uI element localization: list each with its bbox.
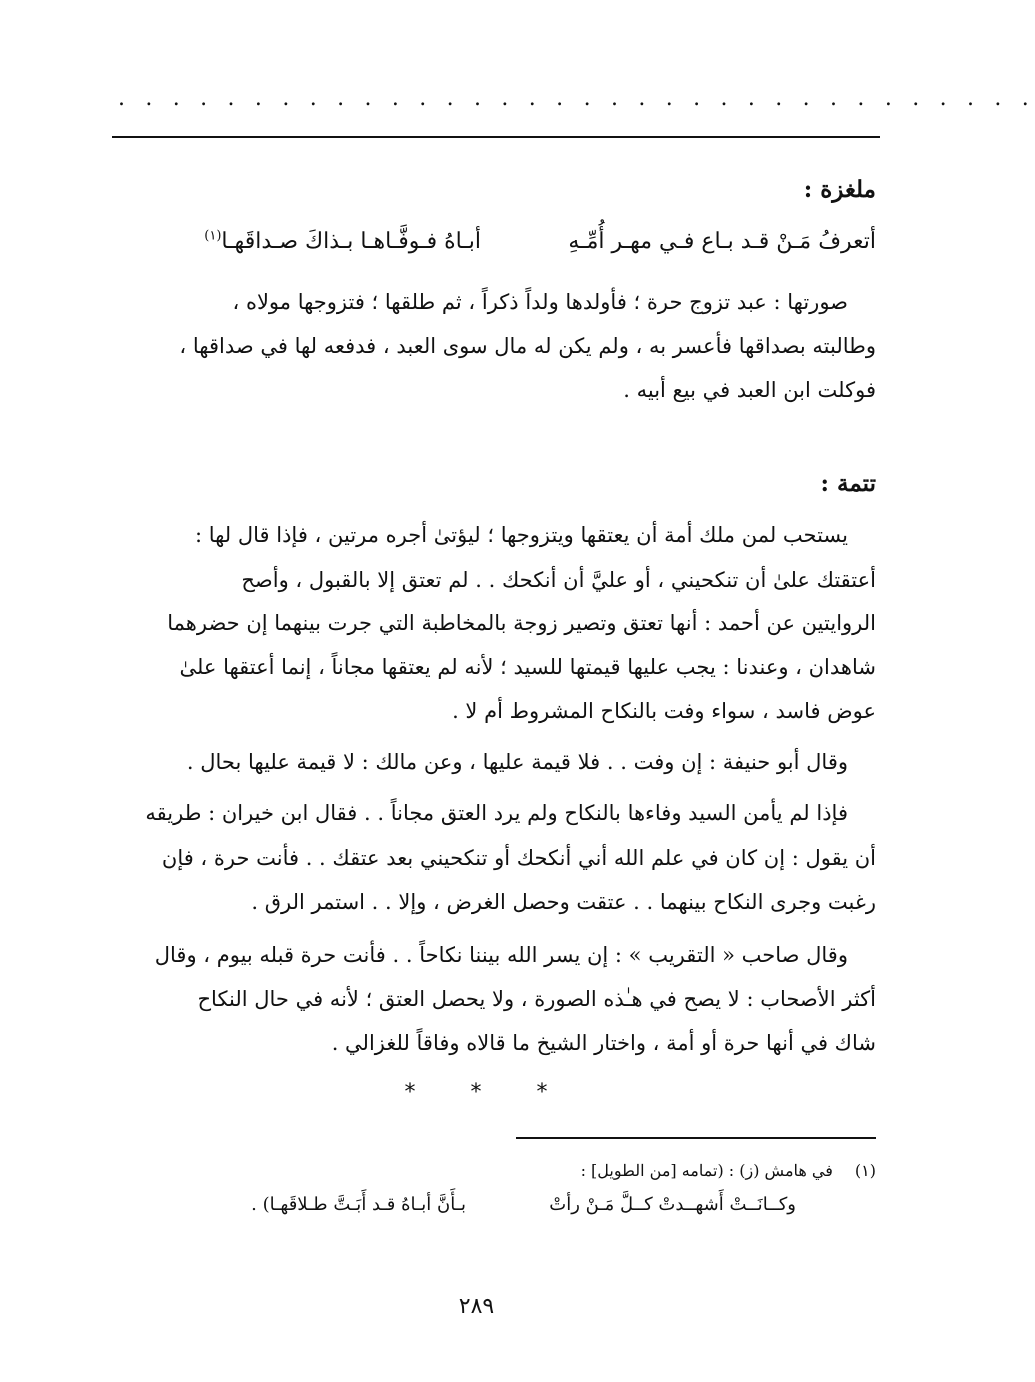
para1-line-1: يستحب لمن ملك أمة أن يعتقها ويتزوجها ؛ ليؤتىٰ أجره مرتين ، فإذا قال لها :: [194, 523, 848, 547]
para3-line-1: فإذا لم يأمن السيد وفاءها بالنكاح ولم يرد العتق مجاناً . . فقال ابن خيران : طريقه: [145, 801, 848, 825]
footnote-verse-second-half: بـأَنَّ أبـاهُ قـد أَبَـتَّ طـلاقَهـا) .: [251, 1194, 466, 1215]
riddle-line-3: فوكلت ابن العبد في بيع أبيه .: [623, 378, 876, 402]
para4-line-1: وقال صاحب « التقريب » : إن يسر الله بيننا نكاحاً . . فأنت حرة قبله بيوم ، وقال: [154, 943, 848, 967]
riddle-heading: ملغزة :: [803, 176, 876, 203]
header-rule: [112, 136, 880, 138]
header-dotted-line: . . . . . . . . . . . . . . . . . . . . . . . . . . . . . . . . . .: [118, 86, 1035, 111]
footnote-intro: في هامش (ز) : (تمامه [من الطويل] :: [580, 1161, 833, 1180]
para3-line-3: رغبت وجرى النكاح بينهما . . عتقت وحصل الغرض ، وإلا . . استمر الرق .: [251, 890, 876, 914]
footnote-verse-first-half: وكــانَــتْ أَشهــدتْ كــلَّ مَـنْ رأتْ: [549, 1194, 796, 1215]
footnote-number: (١): [854, 1161, 876, 1180]
para1-line-2: أعتقتك علىٰ أن تنكحيني ، أو عليَّ أن أنكحك . . لم تعتق إلا بالقبول ، وأصح: [241, 568, 876, 592]
section-separator: * * *: [404, 1080, 572, 1105]
riddle-line-2: وطالبته بصداقها فأعسر به ، ولم يكن له مال سوى العبد ، فدفعه لها في صداقها ،: [179, 334, 876, 358]
riddle-verse-second-half: [204, 220, 481, 264]
para3-line-2: أن يقول : إن كان في علم الله أني أنكحك أو تنكحيني بعد عتقك . . فأنت حرة ، فإن: [161, 846, 876, 870]
footnote-intro-line: [100, 1158, 876, 1184]
para4-line-2: أكثر الأصحاب : لا يصح في هـٰذه الصورة ، ولا يحصل العتق ؛ لأنه في حال النكاح: [197, 987, 876, 1011]
footnote-rule: [516, 1137, 876, 1139]
para1-line-5: عوض فاسد ، سواء وفت بالنكاح المشروط أم لا .: [452, 699, 876, 723]
riddle-verse-second-half-text: أبـاهُ فـوفَّـاهـا بـذاكَ صـداقَهـا: [221, 229, 481, 254]
footnote-verse: [100, 1190, 876, 1220]
riddle-verse: [100, 220, 876, 264]
para1-line-4: شاهدان ، وعندنا : يجب عليها قيمتها للسيد ؛ لأنه لم يعتقها مجاناً ، إنما أعتقها علىٰ: [179, 655, 876, 679]
para2-line-1: وقال أبو حنيفة : إن وفت . . فلا قيمة عليها ، وعن مالك : لا قيمة عليها بحال .: [186, 750, 848, 774]
page-number: ٢٨٩: [458, 1294, 495, 1319]
para1-line-3: الروايتين عن أحمد : أنها تعتق وتصير زوجة بالمخاطبة التي جرت بينهما إن حضرهما: [167, 611, 876, 635]
para4-line-3: شاك في أنها حرة أو أمة ، واختار الشيخ ما قالاه وفاقاً للغزالي .: [331, 1031, 876, 1055]
riddle-verse-first-half: أتعرفُ مَـنْ قـد بـاع فـي مهـر أُمِّـهِ: [568, 229, 876, 254]
completion-heading: تتمة :: [820, 470, 876, 497]
footnote-marker: (١): [204, 228, 222, 244]
riddle-line-1: صورتها : عبد تزوج حرة ؛ فأولدها ولداً ذكراً ، ثم طلقها ؛ فتزوجها مولاه ،: [232, 290, 848, 314]
